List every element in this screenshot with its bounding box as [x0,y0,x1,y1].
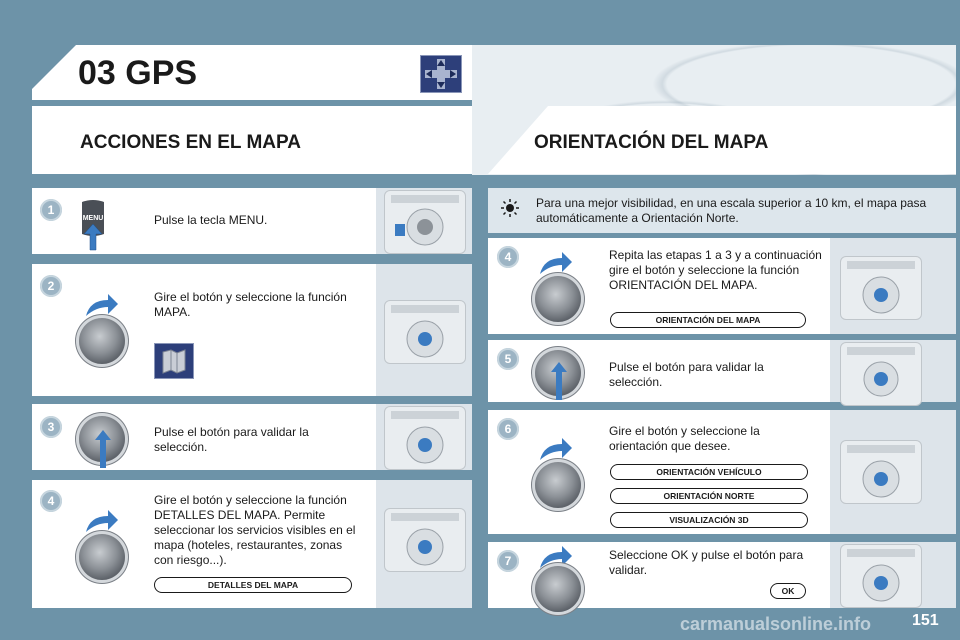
step-badge: 2 [40,275,62,297]
rotate-arrow-icon [538,436,574,462]
ok-pill[interactable]: OK [770,583,806,599]
press-arrow-icon [551,362,567,400]
chapter-title: GPS [125,54,198,92]
console-icon [840,544,922,608]
console-icon [384,508,466,572]
rotary-knob-icon [535,276,581,322]
right-step-5-text: Pulse el botón para validar la selección. [609,360,764,389]
rotate-arrow-icon [538,250,574,276]
watermark: carmanualsonline.info [680,614,872,634]
left-step-2-text: Gire el botón y seleccione la función MAPA. [154,290,347,319]
orientacion-vehiculo-pill[interactable]: ORIENTACIÓN VEHÍCULO [610,464,808,480]
console-icon [840,342,922,406]
menu-key-icon [78,198,108,252]
console-icon [840,256,922,320]
menu-key-label: MENU [82,215,104,222]
left-step-4-text: Gire el botón y seleccione la función DETALLES DEL MAPA. Permite seleccionar los servicios visibles en el mapa (hoteles, restaurantes, zonas con riesgo...). [154,493,356,567]
step-badge: 3 [40,416,62,438]
step-badge: 7 [497,550,519,572]
console-icon [840,440,922,504]
orientacion-norte-pill[interactable]: ORIENTACIÓN NORTE [610,488,808,504]
right-step-7-text: Seleccione OK y pulse el botón para validar. [609,548,804,577]
console-icon [384,300,466,364]
console-icon [384,190,466,254]
detalles-del-mapa-pill[interactable]: DETALLES DEL MAPA [154,577,352,593]
step-badge: 1 [40,199,62,221]
info-note-text: Para una mejor visibilidad, en una escala superior a 10 km, el mapa pasa automáticamente a Orientación Norte. [536,196,927,225]
orientacion-del-mapa-pill[interactable]: ORIENTACIÓN DEL MAPA [610,312,806,328]
right-step-4-text: Repita las etapas 1 a 3 y a continuación gire el botón y seleccione la función ORIENTACIÓN DEL MAPA. [609,248,822,292]
right-step-6-text: Gire el botón y seleccione la orientación que desee. [609,424,760,453]
rotate-arrow-icon [84,508,120,534]
map-icon [154,343,194,379]
left-step-3-text: Pulse el botón para validar la selección. [154,425,309,454]
page-number: 151 [912,612,939,629]
step-badge: 4 [497,246,519,268]
step-badge: 5 [497,348,519,370]
rotary-knob-icon [79,534,125,580]
gps-crossroad-icon [420,55,462,93]
rotate-arrow-icon [84,292,120,318]
left-step-1-text: Pulse la tecla MENU. [154,213,268,227]
visualizacion-3d-pill[interactable]: VISUALIZACIÓN 3D [610,512,808,528]
page-title [78,54,197,93]
console-icon [384,406,466,470]
rotary-knob-icon [535,462,581,508]
rotary-knob-icon [79,318,125,364]
right-section-title: ORIENTACIÓN DEL MAPA [534,132,769,153]
rotary-knob-icon [535,566,581,612]
press-arrow-icon [95,430,111,468]
left-section-title: ACCIONES EN EL MAPA [80,132,301,153]
light-bulb-icon [500,198,520,218]
step-badge: 4 [40,490,62,512]
step-badge: 6 [497,418,519,440]
chapter-number: 03 [78,54,116,92]
